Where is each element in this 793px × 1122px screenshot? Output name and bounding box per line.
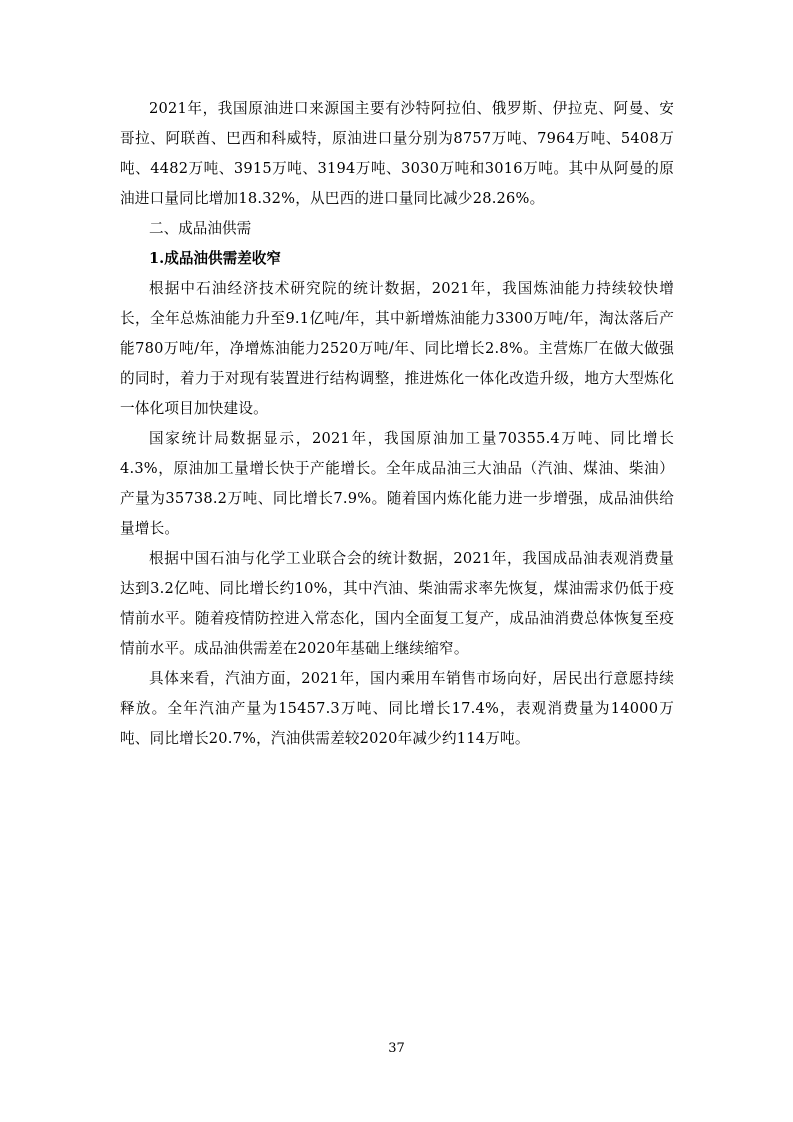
paragraph-crude-import-sources: 2021年，我国原油进口来源国主要有沙特阿拉伯、俄罗斯、伊拉克、阿曼、安哥拉、阿联酋、巴西和科威特，原油进口量分别为8757万吨、7964万吨、5408万吨、4482万吨、3915万吨、3194万吨、3030万吨和3016万吨。其中从阿曼的原油进口量同比增加18.32%，从巴西的进口量同比减少28.26%。 xyxy=(120,100,674,207)
page-number: 37 xyxy=(388,1041,405,1056)
paragraph-crude-processing: 国家统计局数据显示，2021年，我国原油加工量70355.4万吨、同比增长4.3%，原油加工量增长快于产能增长。全年成品油三大油品（汽油、煤油、柴油）产量为35738.2万吨、同比增长7.9%。随着国内炼化能力进一步增强，成品油供给量增长。 xyxy=(120,430,674,537)
document-body xyxy=(120,94,674,754)
paragraph-gasoline: 具体来看，汽油方面，2021年，国内乘用车销售市场向好，居民出行意愿持续释放。全年汽油产量为15457.3万吨、同比增长17.4%，表观消费量为14000万吨、同比增长20.7%，汽油供需差较2020年减少约114万吨。 xyxy=(120,670,674,747)
section-heading: 二、成品油供需 xyxy=(149,220,252,237)
paragraph-product-consumption: 根据中国石油与化学工业联合会的统计数据，2021年，我国成品油表观消费量达到3.2亿吨、同比增长约10%，其中汽油、柴油需求率先恢复，煤油需求仍低于疫情前水平。随着疫情防控进入常态化，国内全面复工复产，成品油消费总体恢复至疫情前水平。成品油供需差在2020年基础上继续缩窄。 xyxy=(120,550,674,657)
paragraph-refining-capacity: 根据中石油经济技术研究院的统计数据，2021年，我国炼油能力持续较快增长，全年总炼油能力升至9.1亿吨/年，其中新增炼油能力3300万吨/年，淘汰落后产能780万吨/年，净增炼油能力2520万吨/年、同比增长2.8%。主营炼厂在做大做强的同时，着力于对现有装置进行结构调整，推进炼化一体化改造升级，地方大型炼化一体化项目加快建设。 xyxy=(120,280,674,417)
subsection-heading: 1.成品油供需差收窄 xyxy=(149,250,281,267)
